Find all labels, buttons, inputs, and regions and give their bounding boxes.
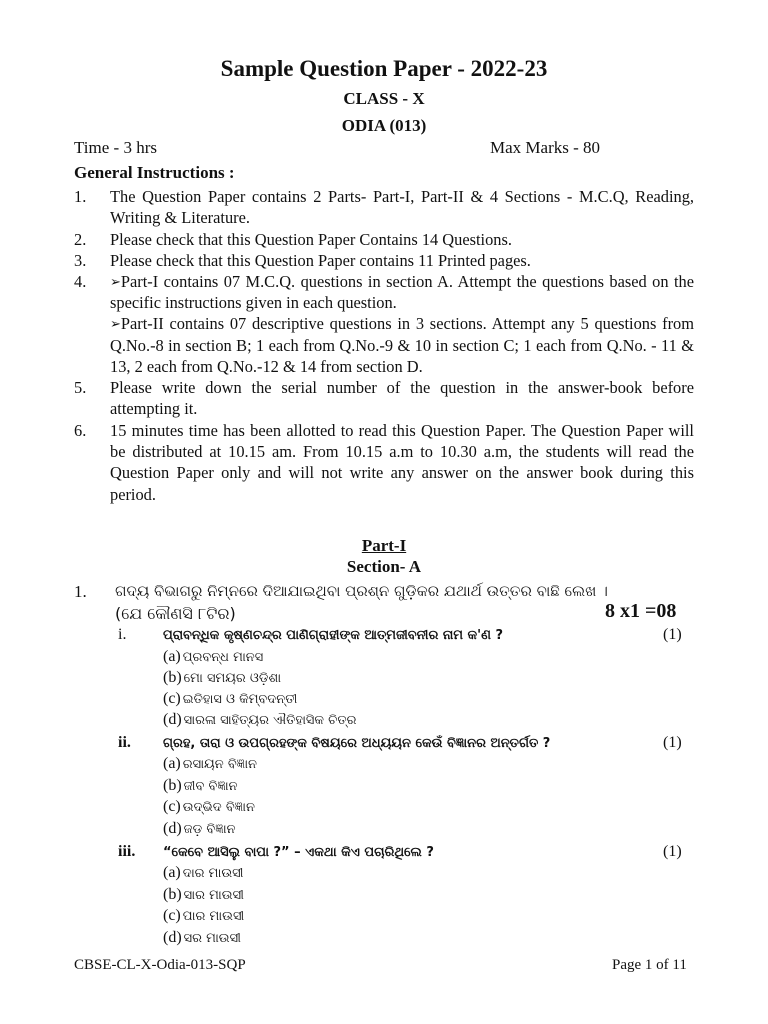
option-label: (b) bbox=[163, 777, 182, 794]
option-item bbox=[163, 820, 236, 838]
instruction-text: Please write down the serial number of the question in the answer-book before attempting it. bbox=[110, 378, 694, 419]
instruction-item bbox=[74, 271, 694, 377]
subquestion-marks: (1) bbox=[663, 734, 682, 751]
instruction-number: 3. bbox=[74, 251, 87, 270]
time-allowed: Time - 3 hrs bbox=[74, 138, 157, 157]
subquestion-text: “କେବେ ଆସିଲୁ ବାପା ?” – ଏକଥା କିଏ ପଚାରିଥିଲେ ? bbox=[163, 845, 434, 860]
option-label: (d) bbox=[163, 711, 182, 728]
option-label: (c) bbox=[163, 907, 181, 924]
max-marks: Max Marks - 80 bbox=[490, 138, 601, 157]
option-label: (d) bbox=[163, 929, 182, 946]
instruction-text: 15 minutes time has been allotted to read this Question Paper. The Question Paper will be distributed at 10.15 am. From 10.15 a.m to 10.30 a.m, the students will read the Question Paper only and will not write any answer on the answer book during this period. bbox=[110, 421, 694, 504]
question-choice-hint: (ଯେ କୌଣସି ୮ଟିର) bbox=[115, 604, 236, 623]
section-heading: Section- A bbox=[346, 557, 422, 576]
instruction-item bbox=[74, 420, 694, 505]
option-text: ଉଦ୍ଭିଦ ବିଜ୍ଞାନ bbox=[182, 800, 255, 815]
option-label: (b) bbox=[163, 886, 182, 903]
subquestion-number: iii. bbox=[118, 843, 136, 860]
general-instructions-heading: General Instructions : bbox=[74, 163, 235, 182]
option-item bbox=[163, 755, 257, 773]
option-label: (c) bbox=[163, 798, 181, 815]
option-text: ପାର ମାଉସୀ bbox=[182, 909, 245, 924]
paper-title: Sample Question Paper - 2022-23 bbox=[220, 56, 548, 81]
option-item bbox=[163, 864, 244, 882]
option-text: ସର ମାଉସୀ bbox=[183, 931, 241, 946]
option-text: ଇତିହାସ ଓ କିମ୍ବଦନ୍ତୀ bbox=[182, 692, 298, 707]
question-number: 1. bbox=[74, 582, 87, 601]
instruction-number: 4. bbox=[74, 272, 87, 291]
question-text: ଗଦ୍ୟ ବିଭାଗରୁ ନିମ୍ନରେ ଦିଆଯାଇଥିବା ପ୍ରଶ୍ନ ଗୁଡ଼ିକର ଯଥାର୍ଥ ଉତ୍ତର ବାଛି ଲେଖ । bbox=[115, 582, 608, 600]
instruction-number: 6. bbox=[74, 421, 87, 440]
option-label: (d) bbox=[163, 820, 182, 837]
arrow-bullet-icon: ➢ bbox=[110, 274, 121, 289]
option-text: ପ୍ରବନ୍ଧ ମାନସ bbox=[182, 650, 264, 665]
option-label: (c) bbox=[163, 690, 181, 707]
instruction-number: 5. bbox=[74, 378, 87, 397]
option-item bbox=[163, 711, 357, 729]
subquestion-marks: (1) bbox=[663, 626, 682, 643]
instruction-item bbox=[74, 377, 694, 419]
instruction-text: Please check that this Question Paper contains 11 Printed pages. bbox=[110, 251, 531, 270]
option-label: (a) bbox=[163, 755, 181, 772]
subquestion-text: ଗ୍ରହ, ତାରା ଓ ଉପଗ୍ରହଙ୍କ ବିଷୟରେ ଅଧ୍ୟୟନ କେଉଁ ବିଜ୍ଞାନର ଅନ୍ତର୍ଗତ ? bbox=[163, 736, 551, 751]
instruction-number: 2. bbox=[74, 230, 87, 249]
instruction-text: The Question Paper contains 2 Parts- Part-I, Part-II & 4 Sections - M.C.Q, Reading, Writing & Literature. bbox=[110, 187, 694, 228]
option-item bbox=[163, 798, 255, 816]
option-text: ମୋ ସମୟର ଓଡ଼ିଶା bbox=[183, 671, 282, 686]
instruction-text: Part-II contains 07 descriptive questions in 3 sections. Attempt any 5 questions from Q.No.-8 in section B; 1 each from Q.No.-9 & 10 in section C; 1 each from Q.No. - 11 & 13, 2 each from Q.No.-12 & 14 from section D. bbox=[110, 314, 694, 376]
option-item bbox=[163, 690, 297, 708]
option-item bbox=[163, 648, 263, 666]
option-item bbox=[163, 669, 281, 687]
subquestion-marks: (1) bbox=[663, 843, 682, 860]
subquestion-number: i. bbox=[118, 626, 127, 643]
instruction-item bbox=[74, 229, 694, 250]
option-text: ସାରଳା ସାହିତ୍ୟର ଐତିହାସିକ ଚିତ୍ର bbox=[183, 713, 357, 728]
option-label: (a) bbox=[163, 864, 181, 881]
class-label: CLASS - X bbox=[343, 89, 425, 108]
option-text: ସାର ମାଉସୀ bbox=[183, 888, 244, 903]
footer-paper-code: CBSE-CL-X-Odia-013-SQP bbox=[74, 957, 246, 973]
part-heading: Part-I bbox=[361, 536, 407, 555]
option-text: ଦାର ମାଉସୀ bbox=[182, 866, 244, 881]
option-label: (a) bbox=[163, 648, 181, 665]
option-text: ଜୀବ ବିଜ୍ଞାନ bbox=[183, 779, 238, 794]
subquestion-number: ii. bbox=[118, 734, 131, 751]
option-item bbox=[163, 929, 241, 947]
option-item bbox=[163, 886, 244, 904]
option-item bbox=[163, 907, 244, 925]
subquestion-text: ପ୍ରାବନ୍ଧିକ କୃଷ୍ଣଚନ୍ଦ୍ର ପାଣିଗ୍ରାହୀଙ୍କ ଆତ୍ମଜୀବନୀର ନାମ କ'ଣ ? bbox=[163, 628, 504, 643]
option-text: ଜଡ଼ ବିଜ୍ଞାନ bbox=[183, 822, 236, 837]
option-text: ରସାୟନ ବିଜ୍ଞାନ bbox=[182, 757, 257, 772]
instruction-number: 1. bbox=[74, 187, 87, 206]
option-label: (b) bbox=[163, 669, 182, 686]
footer-page-number: Page 1 of 11 bbox=[612, 957, 687, 973]
instruction-text: Part-I contains 07 M.C.Q. questions in section A. Attempt the questions based on the specific instructions given in each question. bbox=[110, 272, 694, 313]
subject-label: ODIA (013) bbox=[341, 116, 427, 135]
arrow-bullet-icon: ➢ bbox=[110, 316, 121, 332]
instruction-item bbox=[74, 186, 694, 228]
instruction-text: Please check that this Question Paper Contains 14 Questions. bbox=[110, 230, 512, 249]
question-marks: 8 x1 =08 bbox=[605, 600, 677, 622]
instruction-item bbox=[74, 250, 694, 271]
option-item bbox=[163, 777, 238, 795]
